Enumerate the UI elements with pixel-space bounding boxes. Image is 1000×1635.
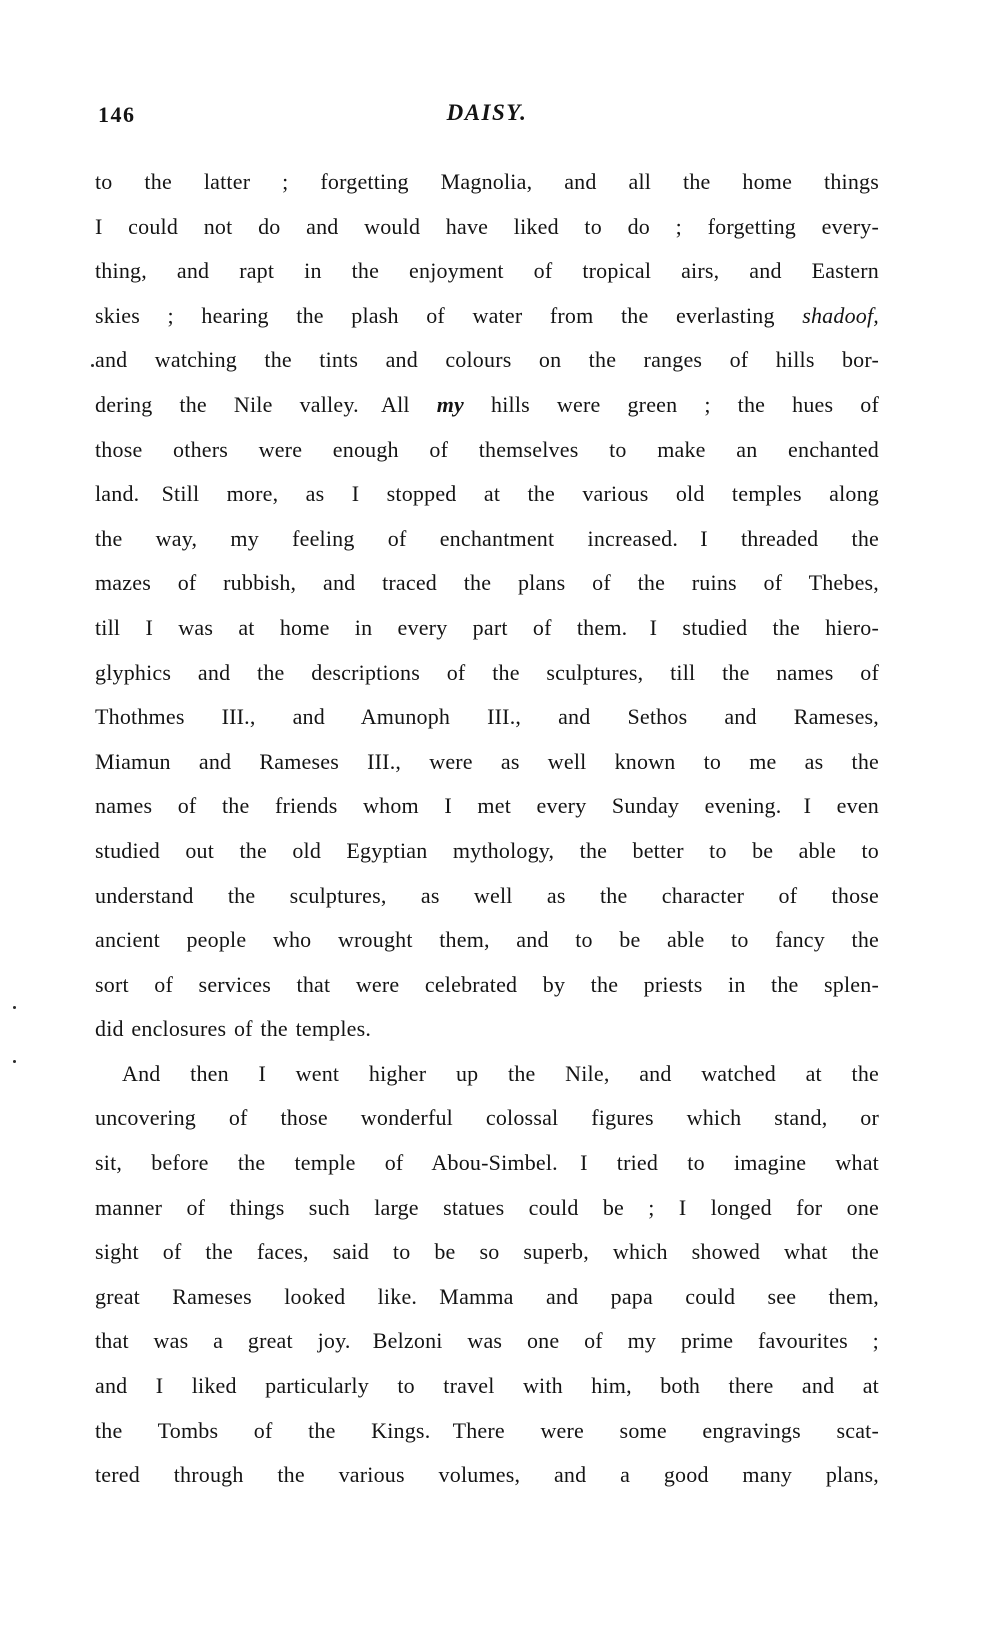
text-line: [95, 1186, 879, 1231]
text-segment: glyphics and the descriptions of the sculptures, till the names of: [95, 659, 879, 685]
text-line: [95, 695, 879, 740]
text-segment: tered through the various volumes, and a good many plans,: [95, 1462, 879, 1488]
text-segment: sight of the faces, said to be so superb, which showed what the: [95, 1239, 879, 1265]
text-segment: land. Still more, as I stopped at the various old temples along: [95, 481, 879, 507]
text-segment: I could not do and would have liked to do ; forgetting every-: [95, 213, 879, 239]
text-segment: sit, before the temple of Abou-Simbel. I tried to imagine what: [95, 1150, 879, 1176]
text-segment: and watching the tints and colours on the ranges of hills bor-: [95, 347, 879, 373]
text-line: [95, 1319, 879, 1364]
text-line: [95, 160, 879, 205]
text-segment: the Tombs of the Kings. There were some engravings scat-: [95, 1417, 879, 1443]
text-line: [95, 1007, 879, 1052]
text-segment: skies ; hearing the plash of water from the everlasting: [95, 302, 803, 328]
text-segment: dering the Nile valley. All: [95, 391, 437, 417]
text-segment: uncovering of those wonderful colossal figures which stand, or: [95, 1105, 879, 1131]
text-line: [95, 651, 879, 696]
text-segment: hills were green ; the hues of: [464, 391, 880, 417]
text-segment: manner of things such large statues could be ; I longed for one: [95, 1194, 879, 1220]
scan-speck: [13, 1006, 16, 1009]
scan-speck: [13, 1060, 16, 1063]
text-segment: that was a great joy. Belzoni was one of my prime favourites ;: [95, 1328, 879, 1354]
text-line: [95, 205, 879, 250]
text-line: [95, 1275, 879, 1320]
text-line: [95, 963, 879, 1008]
text-segment: the way, my feeling of enchantment increased. I threaded the: [95, 525, 879, 551]
text-segment: those others were enough of themselves to make an enchanted: [95, 436, 879, 462]
text-line: [95, 1409, 879, 1454]
text-segment: ancient people who wrought them, and to be able to fancy the: [95, 927, 879, 953]
emphasized-text: my: [436, 391, 465, 417]
text-segment: thing, and rapt in the enjoyment of tropical airs, and Eastern: [95, 258, 879, 284]
text-segment: understand the sculptures, as well as the character of those: [95, 882, 879, 908]
text-line: [95, 1453, 879, 1498]
text-segment: And then I went higher up the Nile, and watched at the: [122, 1060, 879, 1086]
text-line: [95, 1141, 879, 1186]
text-line: [95, 874, 879, 919]
text-line: [95, 249, 879, 294]
text-segment: did enclosures of the temples.: [95, 1016, 372, 1042]
page-number: 146: [98, 102, 136, 127]
text-line: [95, 1096, 879, 1141]
text-line: [95, 472, 879, 517]
text-segment: mazes of rubbish, and traced the plans of the ruins of Thebes,: [95, 570, 879, 596]
text-segment: great Rameses looked like. Mamma and papa could see them,: [95, 1283, 879, 1309]
text-line: [95, 784, 879, 829]
text-segment: Thothmes III., and Amunoph III., and Sethos and Rameses,: [95, 704, 879, 730]
text-segment: studied out the old Egyptian mythology, the better to be able to: [95, 837, 879, 863]
text-line: [95, 1052, 879, 1097]
text-line: [95, 294, 879, 339]
emphasized-text: shadoof,: [802, 302, 879, 328]
text-line: [95, 1230, 879, 1275]
text-block: [95, 160, 879, 1498]
text-segment: till I was at home in every part of them. I studied the hiero-: [95, 614, 879, 640]
scan-speck: [91, 364, 94, 367]
text-segment: to the latter ; forgetting Magnolia, and all the home things: [95, 169, 879, 194]
text-line: [95, 517, 879, 562]
text-line: [95, 829, 879, 874]
text-segment: and I liked particularly to travel with him, both there and at: [95, 1373, 879, 1399]
text-line: [95, 918, 879, 963]
text-segment: names of the friends whom I met every Sunday evening. I even: [95, 793, 879, 819]
text-segment: Miamun and Rameses III., were as well known to me as the: [95, 748, 879, 774]
text-line: [95, 561, 879, 606]
page-header: [95, 100, 879, 134]
text-line: [95, 606, 879, 651]
text-line: [95, 1364, 879, 1409]
running-title: DAISY.: [446, 100, 528, 125]
text-line: [95, 383, 879, 428]
text-line: [95, 740, 879, 785]
text-line: [95, 428, 879, 473]
text-line: [95, 338, 879, 383]
text-segment: sort of services that were celebrated by the priests in the splen-: [95, 971, 879, 997]
